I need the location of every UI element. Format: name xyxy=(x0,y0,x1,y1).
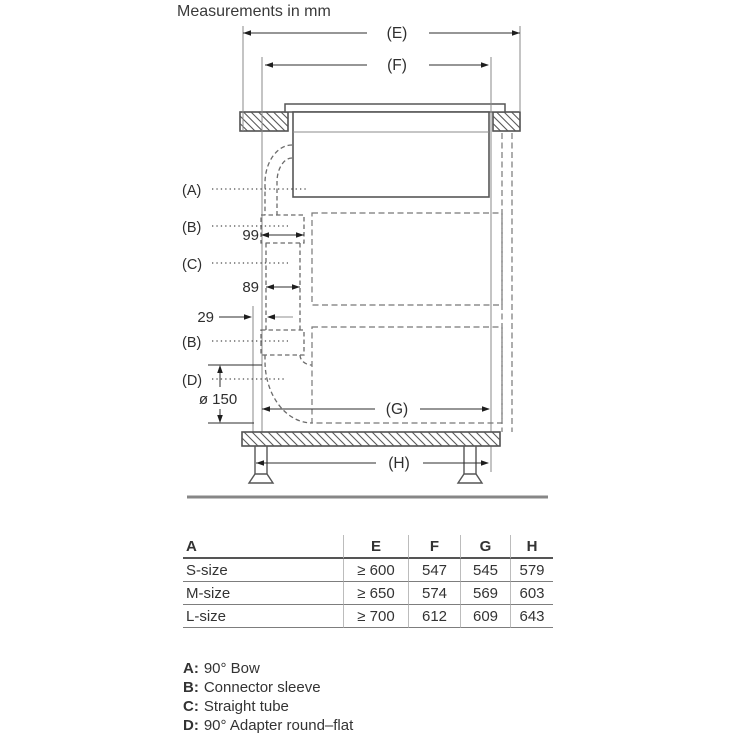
arrow-g-right xyxy=(482,406,490,412)
table-cell-l-h: 643 xyxy=(510,605,553,628)
leader-lines xyxy=(212,189,307,379)
legend-key-a: A: xyxy=(183,660,199,677)
table-cell-s-e: ≥ 600 xyxy=(343,559,408,582)
measure-89: 89 xyxy=(242,279,259,296)
legend-label-b: Connector sleeve xyxy=(203,679,321,696)
connector-sleeve-upper xyxy=(261,215,304,243)
left-foot xyxy=(249,474,273,483)
adapter-outer xyxy=(265,355,312,423)
table-cell-m-label: M-size xyxy=(183,582,343,605)
part-label-d: (D) xyxy=(182,373,203,389)
dim-label-f: (F) xyxy=(387,57,407,74)
arrow-g-left xyxy=(262,406,270,412)
arrow-e-left xyxy=(243,30,251,36)
table-cell-l-e: ≥ 700 xyxy=(343,605,408,628)
hob-glass-plate xyxy=(285,104,505,112)
part-label-b1: (B) xyxy=(182,220,202,236)
dim-label-h: (H) xyxy=(388,455,410,472)
legend-item-a xyxy=(183,659,353,678)
part-label-a: (A) xyxy=(182,183,202,199)
table-header-h: H xyxy=(510,535,553,559)
measure-29: 29 xyxy=(197,309,214,326)
arrow-89-left xyxy=(266,284,274,290)
arrow-diameter-up xyxy=(217,365,223,373)
table-cell-m-g: 569 xyxy=(460,582,510,605)
table-cell-l-label: L-size xyxy=(183,605,343,628)
table-cell-s-h: 579 xyxy=(510,559,553,582)
legend-item-c xyxy=(183,697,353,716)
dimensions-table xyxy=(183,535,553,628)
hob-body xyxy=(293,112,489,197)
connector-sleeve-lower xyxy=(261,330,304,355)
legend-key-d: D: xyxy=(183,717,199,734)
dimension-lines xyxy=(208,33,520,463)
dim-label-g: (G) xyxy=(385,401,409,418)
table-header-f: F xyxy=(408,535,460,559)
cabinet-zone-upper xyxy=(312,213,502,305)
legend-label-a: 90° Bow xyxy=(203,660,260,677)
measure-99: 99 xyxy=(242,227,259,244)
plinth xyxy=(242,432,500,446)
arrow-h-right xyxy=(481,460,489,466)
arrow-diameter-down xyxy=(217,415,223,423)
legs xyxy=(249,446,482,483)
legend-key-b: B: xyxy=(183,679,199,696)
arrow-29-right xyxy=(267,314,275,320)
bow-outer xyxy=(265,145,292,215)
right-foot xyxy=(458,474,482,483)
arrow-f-right xyxy=(481,62,489,68)
table-cell-s-g: 545 xyxy=(460,559,510,582)
legend-item-d xyxy=(183,716,353,735)
table-cell-l-f: 612 xyxy=(408,605,460,628)
table-header-a: A xyxy=(183,535,343,559)
extension-lines xyxy=(243,26,520,472)
table-cell-l-g: 609 xyxy=(460,605,510,628)
legend-label-c: Straight tube xyxy=(203,698,289,715)
table-cell-s-f: 547 xyxy=(408,559,460,582)
arrow-89-right xyxy=(292,284,300,290)
dimension-arrows xyxy=(217,30,520,466)
arrow-h-left xyxy=(256,460,264,466)
arrow-29-left xyxy=(244,314,252,320)
table-cell-m-h: 603 xyxy=(510,582,553,605)
arrow-99-right xyxy=(296,232,304,238)
part-label-c: (C) xyxy=(182,257,203,273)
legend-item-b xyxy=(183,678,353,697)
arrow-f-left xyxy=(265,62,273,68)
adapter-inner xyxy=(300,355,312,365)
legend-key-c: C: xyxy=(183,698,199,715)
countertop-right xyxy=(493,112,520,131)
dim-label-e: (E) xyxy=(386,25,408,42)
table-header-g: G xyxy=(460,535,510,559)
page-title: Measurements in mm xyxy=(177,3,331,20)
table-cell-m-f: 574 xyxy=(408,582,460,605)
table-cell-s-label: S-size xyxy=(183,559,343,582)
legend-label-d: 90° Adapter round–flat xyxy=(203,717,354,734)
countertop-left xyxy=(240,112,288,131)
part-label-b2: (B) xyxy=(182,335,202,351)
table-cell-m-e: ≥ 650 xyxy=(343,582,408,605)
bow-inner xyxy=(277,158,292,215)
parts-legend xyxy=(183,659,353,735)
measure-diameter: ø 150 xyxy=(198,391,238,408)
arrow-e-right xyxy=(512,30,520,36)
table-header-e: E xyxy=(343,535,408,559)
